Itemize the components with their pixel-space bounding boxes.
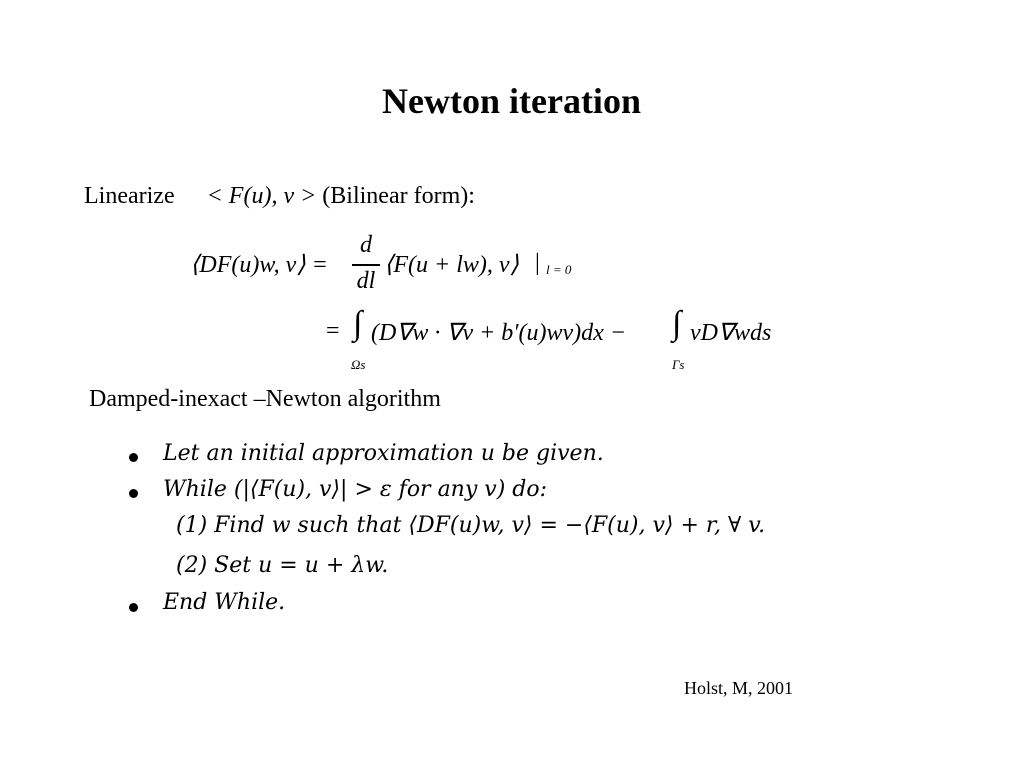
integral-sign-1: ∫ [353,305,363,342]
section-heading: Damped-inexact –Newton algorithm [89,386,441,412]
evaluation-subscript: l = 0 [546,262,572,277]
algorithm-step: While (|⟨F(u), v⟩| > ε for any v) do: [163,477,548,502]
equation-2-equals: = [326,318,340,344]
equation-1-rhs: ⟨F(u + lw), v⟩ [384,252,519,278]
integral-domain-1: Ωs [351,357,366,372]
algorithm-step: Let an initial approximation u be given. [163,441,604,466]
algorithm-substep: (1) Find w such that ⟨DF(u)w, v⟩ = −⟨F(u), v⟩ + r, ∀ v. [176,513,766,538]
bilinear-form-label: (Bilinear form): [322,183,475,209]
bilinear-expression: < F(u), v > [206,183,317,209]
bullet-dot [129,603,138,612]
slide-title: Newton iteration [382,81,641,121]
equation-2-boundary-term: vD∇wds [690,320,772,346]
linearize-line [84,183,475,210]
integral-sign-2: ∫ [672,305,682,342]
algorithm-substep: (2) Set u = u + λw. [176,553,389,578]
evaluation-bar: | [535,250,540,276]
algorithm-step: End While. [163,590,286,615]
citation: Holst, M, 2001 [684,678,794,698]
bullet-dot [129,453,138,462]
fraction-numerator: d [360,232,372,258]
equation-1-lhs: ⟨DF(u)w, v⟩ = [190,252,328,278]
linearize-label: Linearize [84,183,175,209]
equation-2-volume-term: (D∇w · ∇v + b′(u)wv)dx − [371,320,627,346]
integral-domain-2: Γs [672,357,685,372]
bullet-dot [129,489,138,498]
fraction-denominator: dl [356,268,376,294]
fraction-bar [352,264,380,266]
